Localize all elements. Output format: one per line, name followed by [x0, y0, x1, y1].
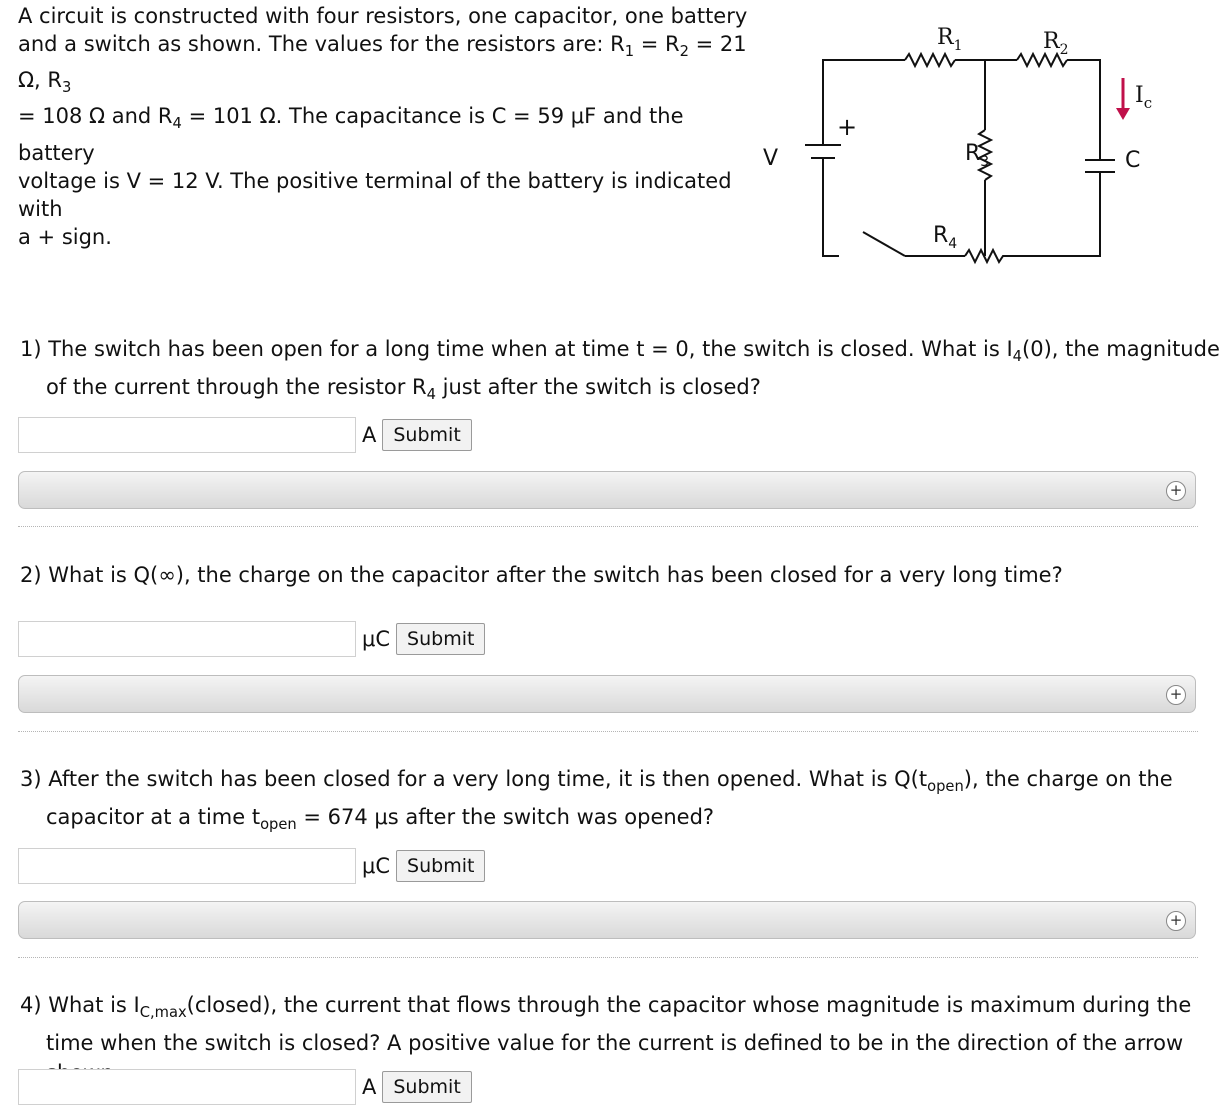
- hint-bar-3[interactable]: [18, 901, 1196, 939]
- wire-left-bottom: [823, 158, 839, 256]
- answer-input-4[interactable]: [18, 1069, 356, 1105]
- label-plus: +: [837, 113, 858, 141]
- answer-input-3[interactable]: [18, 848, 356, 884]
- hint-bar-1[interactable]: [18, 471, 1196, 509]
- submit-button-3[interactable]: Submit: [396, 850, 485, 882]
- problem-intro: A circuit is constructed with four resistors, one capacitor, one battery and a switch as shown. The values for the resistors are: $R_1 = R_2 = 21$ Ω, $R_3$ = 108 Ω and $R_4 = 101$ Ω. The capacitance is C = 59 μF and the battery voltage is V = 12 V. The positive terminal of the battery is indicated with a + sign.: [18, 4, 748, 249]
- intro-line-1: A circuit is constructed with four resistors, one capacitor, one battery: [18, 4, 748, 28]
- question-2: 2) What is Q(∞), the charge on the capacitor after the switch has been closed for a very long time?: [20, 563, 1063, 587]
- current-arrow-head: [1116, 108, 1130, 120]
- resistor-r4: [965, 250, 1015, 262]
- switch-blade: [863, 232, 905, 256]
- question-1: 1) The switch has been open for a long time when at time t = 0, the switch is closed. What is $I_4(0)$, the magnitude of the current through the resistor $R_4$ just after the switch is closed?: [20, 337, 1220, 404]
- plus-circle-icon[interactable]: +: [1166, 481, 1186, 501]
- unit-label-4: A: [362, 1075, 377, 1099]
- answer-row-1: [18, 415, 472, 455]
- unit-label-1: A: [362, 423, 377, 447]
- wire-right-bottom: [1015, 172, 1100, 256]
- question-4: 4) What is $I_{C,max}(closed)$, the current that flows through the capacitor whose magnitude is maximum during the time when the switch is closed? A positive value for the current is defined to be in the direction of the arrow: [20, 993, 1192, 1056]
- divider-3: [18, 957, 1198, 958]
- label-r4: $R_4$: [933, 223, 958, 252]
- label-r1: $R_1$: [937, 25, 963, 54]
- circuit-diagram: [755, 20, 1195, 270]
- answer-input-2[interactable]: [18, 621, 356, 657]
- label-ic: $I_c$: [1135, 83, 1153, 112]
- submit-button-4[interactable]: Submit: [382, 1071, 471, 1103]
- answer-row-4: [18, 1067, 472, 1107]
- wire-right: [1067, 60, 1100, 160]
- wire-top-left: [823, 60, 905, 63]
- unit-label-2: μC: [362, 627, 391, 651]
- answer-input-1[interactable]: [18, 417, 356, 453]
- question-3: 3) After the switch has been closed for a very long time, it is then opened. What is $Q(t_{open})$, the charge on the capacitor at a time $t_{open} = 674$ μs after the switch was opened?: [20, 767, 1173, 834]
- submit-button-1[interactable]: Submit: [382, 419, 471, 451]
- label-v: V: [763, 146, 779, 171]
- plus-circle-icon[interactable]: +: [1166, 911, 1186, 931]
- label-r2: $R_2$: [1043, 29, 1069, 58]
- submit-button-2[interactable]: Submit: [396, 623, 485, 655]
- label-r3: $R_3$: [965, 141, 990, 170]
- label-c: C: [1125, 148, 1141, 173]
- divider-1: [18, 526, 1198, 527]
- plus-circle-icon[interactable]: +: [1166, 685, 1186, 705]
- hint-bar-2[interactable]: [18, 675, 1196, 713]
- answer-row-3: [18, 846, 485, 886]
- answer-row-2: [18, 619, 485, 659]
- resistor-r1: [905, 54, 955, 66]
- divider-2: [18, 731, 1198, 732]
- unit-label-3: μC: [362, 854, 391, 878]
